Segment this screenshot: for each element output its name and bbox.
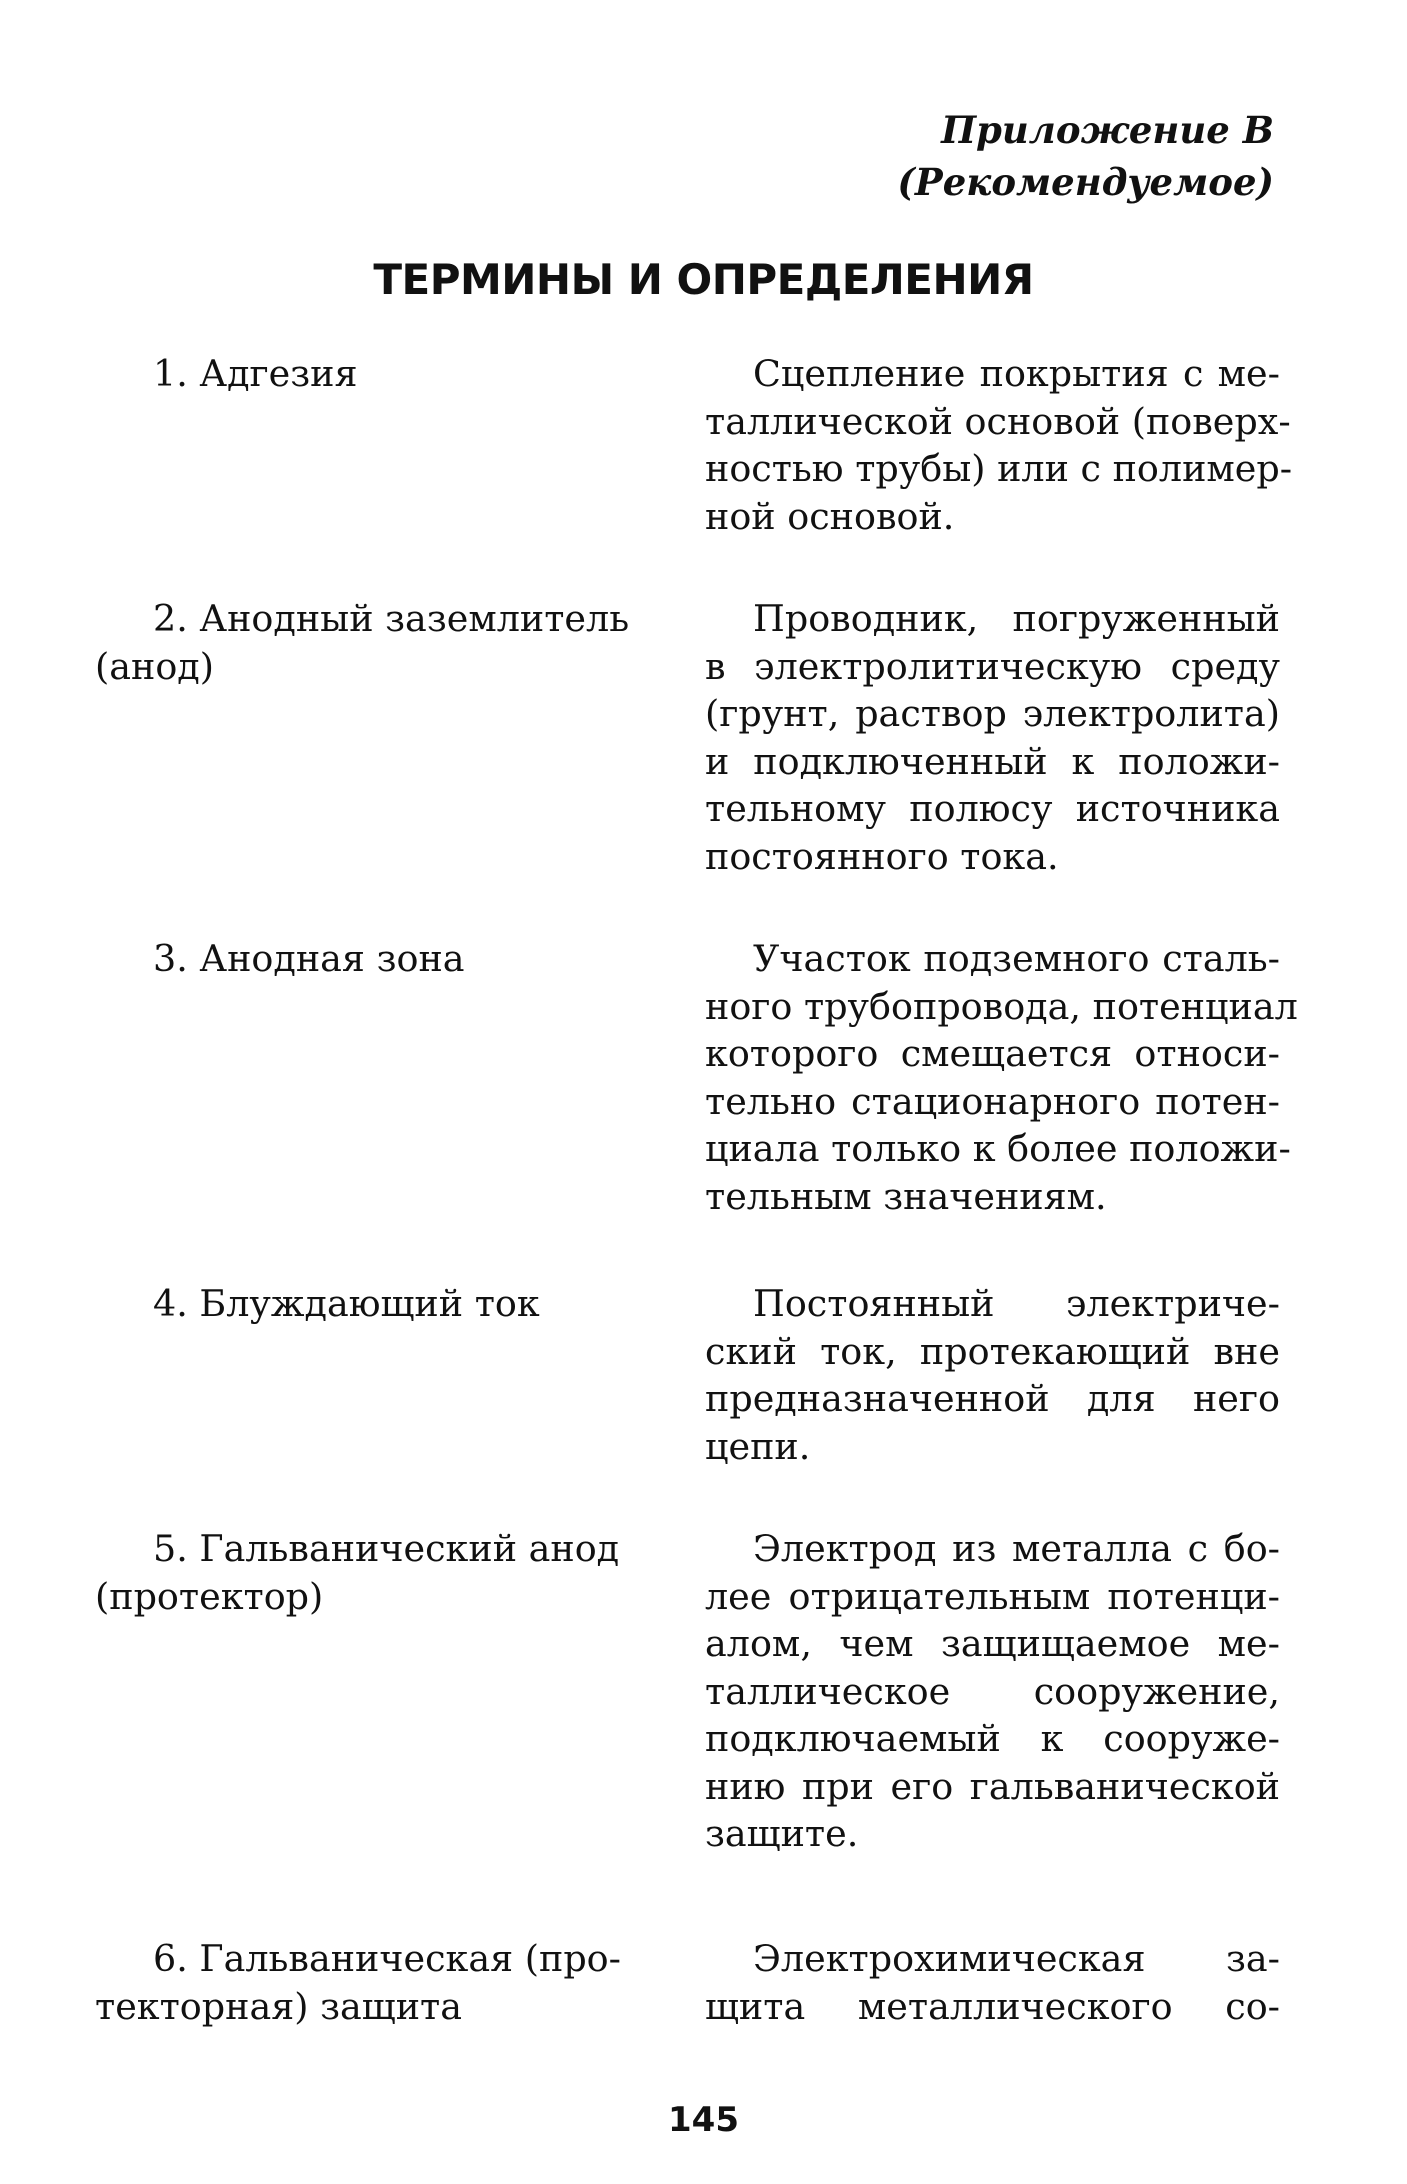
definition-2 bbox=[705, 595, 1280, 880]
term-line: 1. Адгезия bbox=[153, 352, 358, 395]
definition-line: Участок подземного сталь- bbox=[753, 937, 1280, 980]
term-3 bbox=[95, 935, 655, 983]
definition-line: нию при его гальванической bbox=[705, 1764, 1280, 1808]
definition-line: таллическое сооружение, bbox=[705, 1669, 1280, 1713]
definition-line: (грунт, раствор электролита) bbox=[705, 692, 1280, 735]
term-line: 3. Анодная зона bbox=[153, 937, 465, 980]
definition-line: ский ток, протекающий вне bbox=[705, 1329, 1280, 1373]
page-title: ТЕРМИНЫ И ОПРЕДЕЛЕНИЯ bbox=[373, 255, 1034, 304]
page-number: 145 bbox=[668, 2100, 739, 2140]
definition-line: ной основой. bbox=[705, 494, 955, 538]
term-4 bbox=[95, 1280, 655, 1328]
definition-line: защите. bbox=[705, 1812, 859, 1855]
definition-line: ностью трубы) или с полимер- bbox=[705, 447, 1293, 490]
term-line: 4. Блуждающий ток bbox=[153, 1282, 540, 1325]
definition-line: Сцепление покрытия с ме- bbox=[753, 352, 1280, 395]
definition-line: Электрохимическая за- bbox=[753, 1937, 1280, 1980]
definition-line: в электролитическую среду bbox=[705, 644, 1280, 688]
definition-line: Проводник, погруженный bbox=[753, 597, 1280, 640]
term-line: 2. Анодный заземлитель bbox=[153, 597, 630, 640]
definition-6 bbox=[705, 1935, 1280, 2030]
definition-line: ного трубопровода, потенциал bbox=[705, 984, 1298, 1028]
definition-line: предназначенной для него bbox=[705, 1377, 1280, 1420]
definition-line: таллической основой (поверх- bbox=[705, 399, 1291, 443]
definition-line: тельным значениям. bbox=[705, 1174, 1107, 1218]
definition-line: алом, чем защищаемое ме- bbox=[705, 1622, 1280, 1665]
term-line: (анод) bbox=[95, 644, 215, 688]
definition-5 bbox=[705, 1525, 1280, 1858]
definition-line: щита металлического со- bbox=[705, 1984, 1280, 2028]
appendix-heading bbox=[897, 104, 1274, 208]
definition-4 bbox=[705, 1280, 1280, 1470]
definition-line: лее отрицательным потенци- bbox=[705, 1574, 1280, 1618]
appendix-label: Приложение В bbox=[941, 108, 1274, 152]
definition-line: циала только к более положи- bbox=[705, 1127, 1291, 1170]
term-6 bbox=[95, 1935, 655, 2030]
definition-line: Постоянный электриче- bbox=[753, 1282, 1280, 1325]
term-2 bbox=[95, 595, 655, 690]
term-line: текторная) защита bbox=[95, 1984, 462, 2028]
definition-line: цепи. bbox=[705, 1424, 811, 1468]
definition-line: и подключенный к положи- bbox=[705, 739, 1280, 783]
term-5 bbox=[95, 1525, 655, 1620]
definition-1 bbox=[705, 350, 1293, 540]
term-line: (протектор) bbox=[95, 1574, 324, 1618]
definition-line: постоянного тока. bbox=[705, 834, 1059, 878]
definition-line: тельно стационарного потен- bbox=[705, 1079, 1280, 1123]
definition-line: подключаемый к сооруже- bbox=[705, 1717, 1280, 1760]
term-line: 5. Гальванический анод bbox=[153, 1527, 620, 1570]
definition-line: которого смещается относи- bbox=[705, 1032, 1280, 1075]
definition-3 bbox=[705, 935, 1298, 1220]
term-line: 6. Гальваническая (про- bbox=[153, 1937, 621, 1980]
term-1 bbox=[95, 350, 655, 398]
definition-line: Электрод из металла с бо- bbox=[753, 1527, 1280, 1570]
appendix-note: (Рекомендуемое) bbox=[897, 160, 1274, 204]
definition-line: тельному полюсу источника bbox=[705, 787, 1280, 830]
